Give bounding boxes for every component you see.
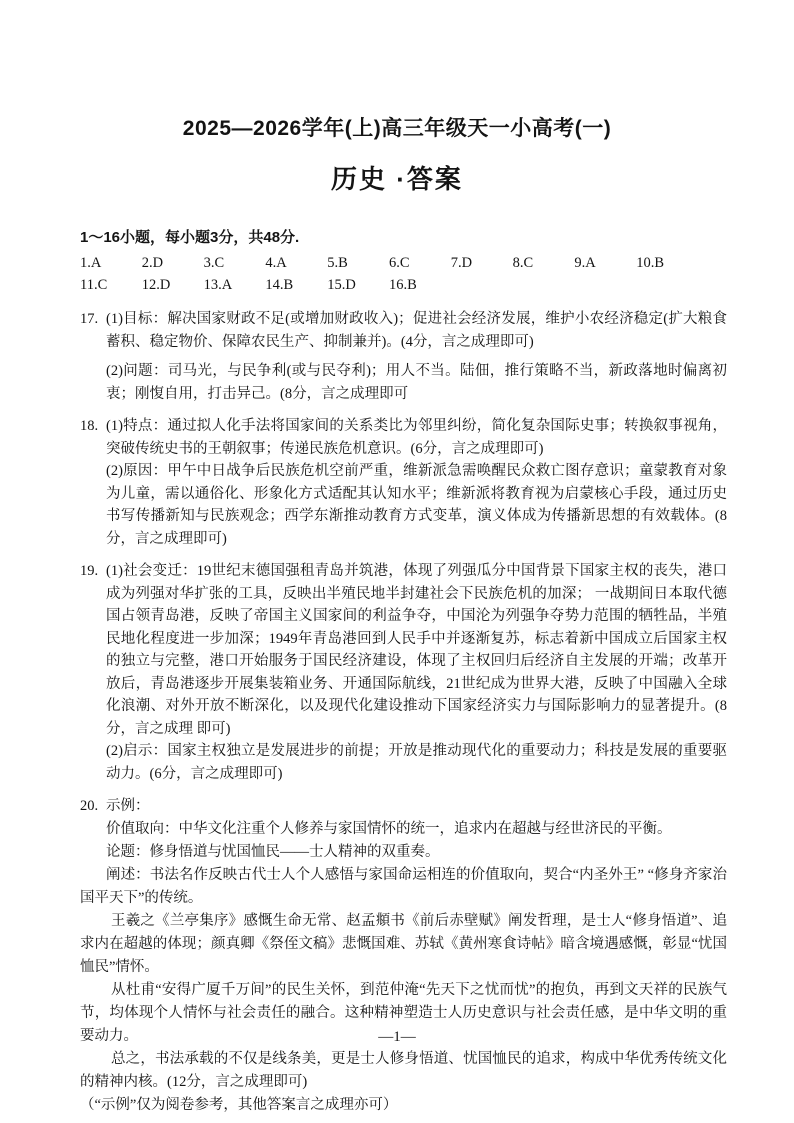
- question-18-part-2: (2)原因：甲午中日战争后民族危机空前严重，维新派急需唤醒民众救亡图存意识；童蒙教育对象为儿童，需以通俗化、形象化方式适配其认知水平；维新派将教育视为启蒙核心手段，通过历史书写传播新知与民族观念；西学东渐推动教育方式变革，演义体成为传播新思想的有效载体。(8分，言之成理即可): [106, 463, 727, 547]
- question-20-conclusion: 总之，书法承载的不仅是线条美，更是士人修身悟道、忧国恤民的追求，构成中华优秀传统文化的精神内核。(12分，言之成理即可): [80, 1051, 727, 1090]
- question-18-number: 18.: [80, 418, 99, 434]
- mcq-answer-5: 5.B: [327, 255, 348, 271]
- mcq-answer-10: 10.B: [636, 255, 664, 271]
- page-title: 2025—2026学年(上)高三年级天一小高考(一): [182, 117, 612, 140]
- question-20-paragraph-2: 从杜甫“安得广厦千万间”的民生关怀，到范仲淹“先天下之忧而忧”的抱负，再到文天祥的民族气节，均体现个人情怀与社会责任的融合。这种精神塑造士人历史意识与社会责任感，是中华文明的重要动力。: [80, 982, 727, 1044]
- mcq-answer-7: 7.D: [450, 255, 473, 271]
- question-18: [80, 415, 727, 550]
- question-20-thesis: 论题：修身悟道与忧国恤民——士人精神的双重奏。: [106, 844, 440, 860]
- question-19-part-1: (1)社会变迁：19世纪末德国强租青岛并筑港，体现了列强瓜分中国背景下国家主权的丧失，港口成为列强对华扩张的工具，反映出半殖民地半封建社会下民族危机的加深； 一战期间日本取代德国占领青岛港，反映了帝国主义国家间的利益争夺，中国沦为列强争夺势力范围的牺牲品，半殖民地化程度进一步加深；1949年青岛港回到人民手中并逐渐复苏，标志着新中国成立后国家主权的独立与完整，港口开始服务于国民经济建设，体现了主权回归后经济自主发展的开端；改革开放后，青岛港逐步开展集装箱业务、开通国际航线，21世纪成为世界大港，反映了中国融入全球化浪潮、对外开放不断深化，以及现代化建设推动下国家经济实力与国际影响力的显著提升。(8分，言之成理 即可): [106, 563, 727, 737]
- mcq-answer-6: 6.C: [388, 255, 410, 271]
- mcq-answer-13: 13.A: [203, 277, 233, 293]
- mcq-answer-16: 16.B: [388, 277, 417, 293]
- question-20-exposition: 阐述：书法名作反映古代士人个人感悟与家国命运相连的价值取向，契合“内圣外王” “修身齐家治国平天下”的传统。: [80, 867, 727, 906]
- question-18-part-1: (1)特点：通过拟人化手法将国家间的关系类比为邻里纠纷，简化复杂国际史事；转换叙事视角，突破传统史书的王朝叙事；传递民族危机意识。(6分，言之成理即可): [106, 418, 727, 457]
- question-17-body: [106, 308, 727, 405]
- mcq-answer-12: 12.D: [141, 277, 171, 293]
- question-17-number: 17.: [80, 311, 99, 327]
- mcq-answer-2: 2.D: [141, 255, 164, 271]
- question-20-grading-note: （“示例”仅为阅卷参考，其他答案言之成理亦可）: [80, 1097, 398, 1113]
- mcq-answer-3: 3.C: [203, 255, 225, 271]
- question-17-part-2: (2)问题：司马光，与民争利(或与民夺利)；用人不当。陆佃，推行策略不当，新政落地时偏离初衷；刚愎自用，打击异己。(8分，言之成理即可: [106, 363, 727, 402]
- question-20-value-orientation: 价值取向：中华文化注重个人修养与家国情怀的统一，追求内在超越与经世济民的平衡。: [106, 821, 672, 837]
- question-17: [80, 308, 727, 405]
- mcq-answer-11: 11.C: [80, 277, 108, 293]
- mcq-answer-14: 14.B: [265, 277, 294, 293]
- page-number: —1—: [378, 1029, 416, 1045]
- page-content: [80, 226, 727, 1117]
- mcq-answer-4: 4.A: [265, 255, 287, 271]
- question-19-body: [106, 560, 727, 785]
- mcq-answers-grid: [80, 254, 698, 295]
- question-20-header: [80, 795, 727, 818]
- mcq-answer-1: 1.A: [80, 255, 102, 271]
- question-20-label: 示例：: [106, 798, 150, 814]
- question-20-paragraph-1: 王羲之《兰亭集序》感慨生命无常、赵孟頫书《前后赤壁赋》阐发哲理，是士人“修身悟道”、追求内在超越的体现；颜真卿《祭侄文稿》悲慨国难、苏轼《黄州寒食诗帖》暗含境遇感慨，彰显“忧国恤民”情怀。: [80, 913, 727, 975]
- page-subtitle: 历史 ·答案: [331, 164, 463, 194]
- question-20: [80, 795, 727, 1117]
- question-17-part-1: (1)目标：解决国家财政不足(或增加财政收入)；促进社会经济发展，维护小农经济稳定(扩大粮食蓄积、稳定物价、保障农民生产、抑制兼并)。(4分，言之成理即可): [106, 311, 727, 350]
- question-19: [80, 560, 727, 785]
- question-19-part-2: (2)启示：国家主权独立是发展进步的前提；开放是推动现代化的重要动力；科技是发展的重要驱动力。(6分，言之成理即可): [106, 743, 727, 782]
- mcq-answer-9: 9.A: [574, 255, 596, 271]
- mcq-answer-15: 15.D: [327, 277, 356, 293]
- mcq-answer-8: 8.C: [512, 255, 534, 271]
- question-20-number: 20.: [80, 798, 99, 814]
- question-18-body: [106, 415, 727, 550]
- mcq-heading: 1～16小题，每小题3分，共48分.: [80, 229, 300, 246]
- question-19-number: 19.: [80, 563, 99, 579]
